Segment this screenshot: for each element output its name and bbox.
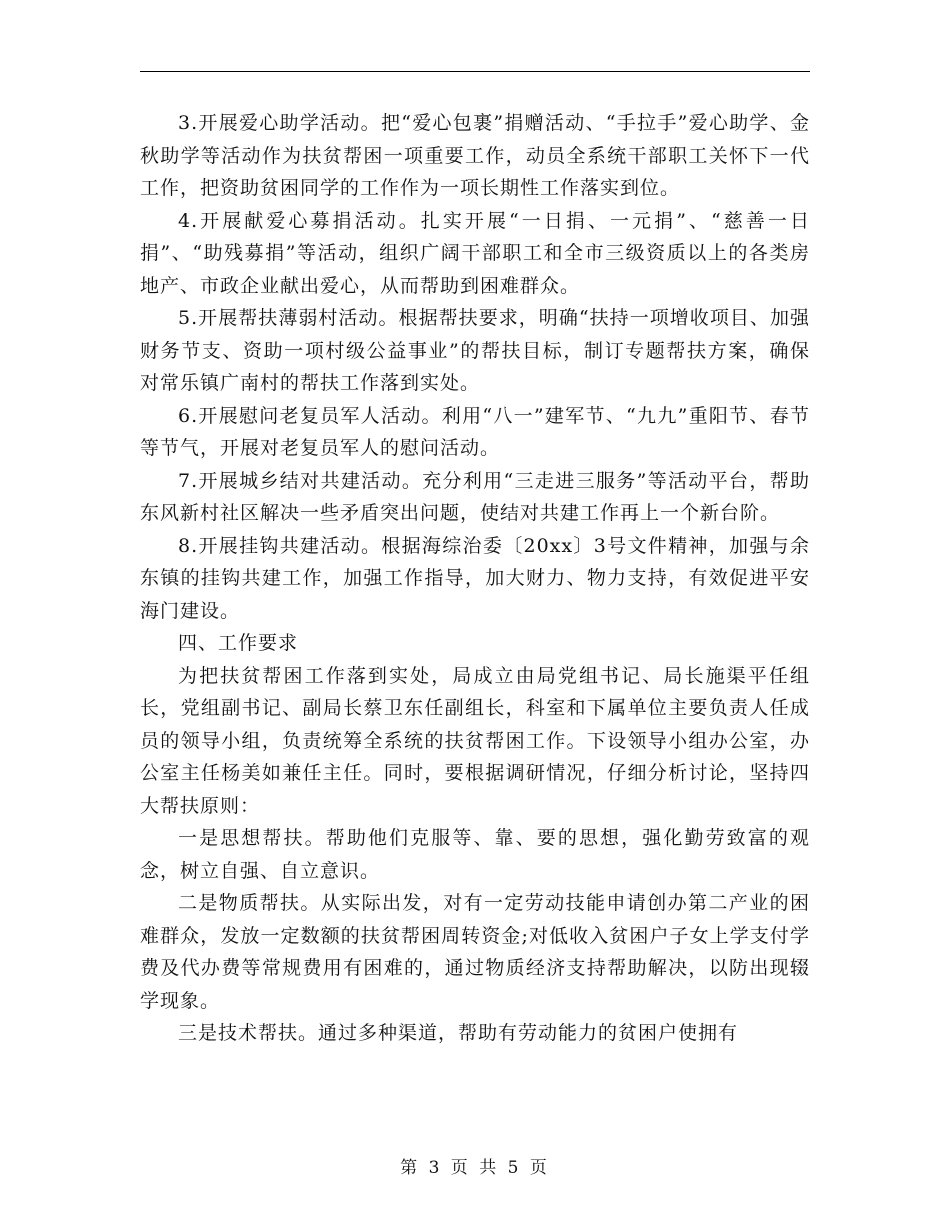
paragraph-item-5: 5.开展帮扶薄弱村活动。根据帮扶要求，明确“扶持一项增收项目、加强财务节支、资助一项村级公益事业”的帮扶目标，制订专题帮扶方案，确保对常乐镇广南村的帮扶工作落到实处。 [140,307,810,394]
page-number-footer: 第 3 页 共 5 页 [400,1158,550,1178]
paragraph-leadership-group: 为把扶贫帮困工作落到实处，局成立由局党组书记、局长施渠平任组长，党组副书记、副局长蔡卫东任副组长，科室和下属单位主要负责人任成员的领导小组，负责统筹全系统的扶贫帮困工作。下设领导小组办公室，办公室主任杨美如兼任主任。同时，要根据调研情况，仔细分析讨论，坚持四大帮扶原则： [140,664,810,817]
paragraph-item-3: 3.开展爱心助学活动。把“爱心包裹”捐赠活动、“手拉手”爱心助学、金秋助学等活动作为扶贫帮困一项重要工作，动员全系统干部职工关怀下一代工作，把资助贫困同学的工作作为一项长期性工作落实到位。 [140,112,810,199]
paragraph-ideological-support: 一是思想帮扶。帮助他们克服等、靠、要的思想，强化勤劳致富的观念，树立自强、自立意识。 [140,827,810,882]
paragraph-technical-support: 三是技术帮扶。通过多种渠道，帮助有劳动能力的贫困户使拥有 [178,1022,739,1044]
paragraph-item-8: 8.开展挂钩共建活动。根据海综治委〔20xx〕3号文件精神，加强与余东镇的挂钩共建工作，加强工作指导，加大财力、物力支持，有效促进平安海门建设。 [140,534,810,622]
paragraph-item-6: 6.开展慰问老复员军人活动。利用“八一”建军节、“九九”重阳节、春节等节气，开展对老复员军人的慰问活动。 [140,404,810,459]
document-body [140,107,810,1050]
paragraph-material-support: 二是物质帮扶。从实际出发，对有一定劳动技能申请创办第二产业的困难群众，发放一定数额的扶贫帮困周转资金;对低收入贫困户子女上学支付学费及代办费等常规费用有困难的，通过物质经济支持帮助解决，以防出现辍学现象。 [140,892,810,1012]
section-heading-work-requirements: 四、工作要求 [178,632,299,654]
header-rule [140,71,810,72]
paragraph-item-7: 7.开展城乡结对共建活动。充分利用“三走进三服务”等活动平台，帮助东风新村社区解决一些矛盾突出问题，使结对共建工作再上一个新台阶。 [140,469,810,524]
paragraph-item-4: 4.开展献爱心募捐活动。扎实开展“一日捐、一元捐”、“慈善一日捐”、“助残募捐”等活动，组织广阔干部职工和全市三级资质以上的各类房地产、市政企业献出爱心，从而帮助到困难群众。 [140,209,810,297]
